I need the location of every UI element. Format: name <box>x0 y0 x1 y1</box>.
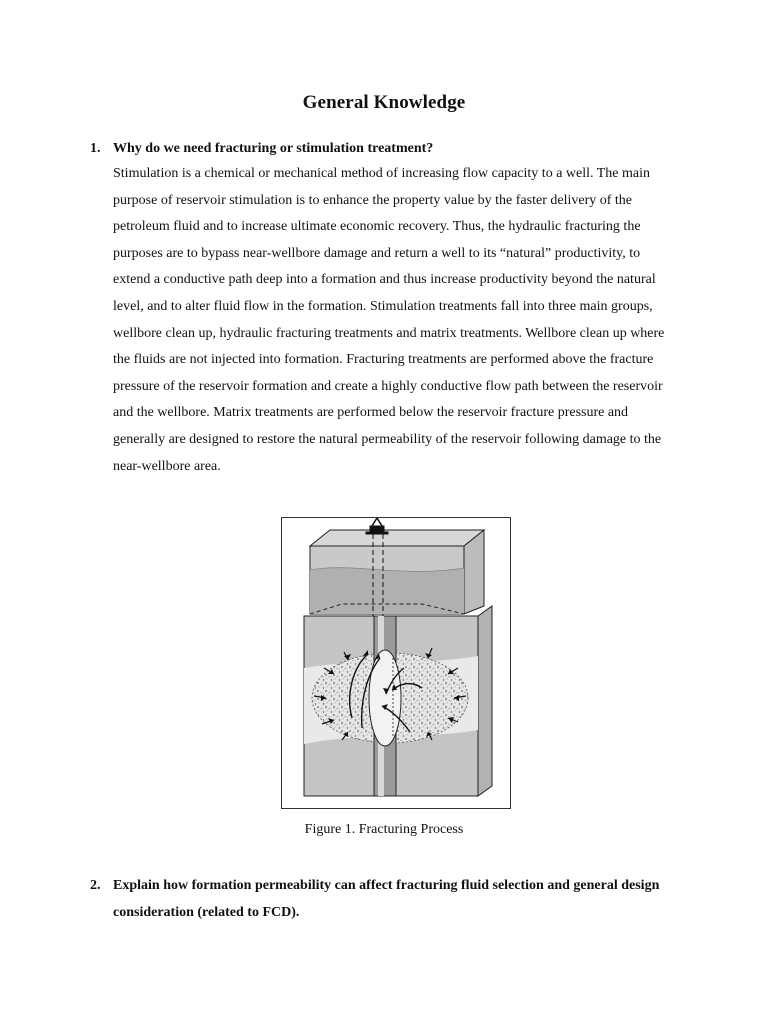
question-1-heading: Why do we need fracturing or stimulation treatment? <box>113 141 434 156</box>
fracturing-process-figure <box>281 517 511 809</box>
question-1-answer: Stimulation is a chemical or mechanical method of increasing flow capacity to a well. The main purpose of reservoir stimulation is to enhance the property value by the faster delivery of the petroleum fluid and to increase ultimate economic recovery. Thus, the hydraulic fracturing the purposes are to bypass near-wellbore damage and return a well to its “natural” productivity, to extend a conductive path deep into a formation and thus increase productivity beyond the natural level, and to alter fluid flow in the formation. Stimulation treatments fall into three main groups, wellbore clean up, hydraulic fracturing treatments and matrix treatments. Wellbore clean up where the fluids are not injected into formation. Fracturing treatments are performed above the fracture pressure of the reservoir formation and create a highly conductive flow path between the reservoir and the wellbore. Matrix treatments are performed below the reservoir fracture pressure and generally are designed to restore the natural permeability of the reservoir following damage to the near-wellbore area. <box>113 166 665 474</box>
fracturing-process-illustration <box>282 518 510 808</box>
question-2-heading: Explain how formation permeability can affect fracturing fluid selection and general design consideration (related to FCD). <box>113 878 660 920</box>
pump-jack-icon <box>366 518 388 534</box>
question-1-number: 1. <box>90 141 101 156</box>
figure-caption: Figure 1. Fracturing Process <box>304 822 464 837</box>
surface-block-top <box>310 530 484 546</box>
question-2-number: 2. <box>90 878 101 893</box>
page-title: General Knowledge <box>302 92 466 113</box>
